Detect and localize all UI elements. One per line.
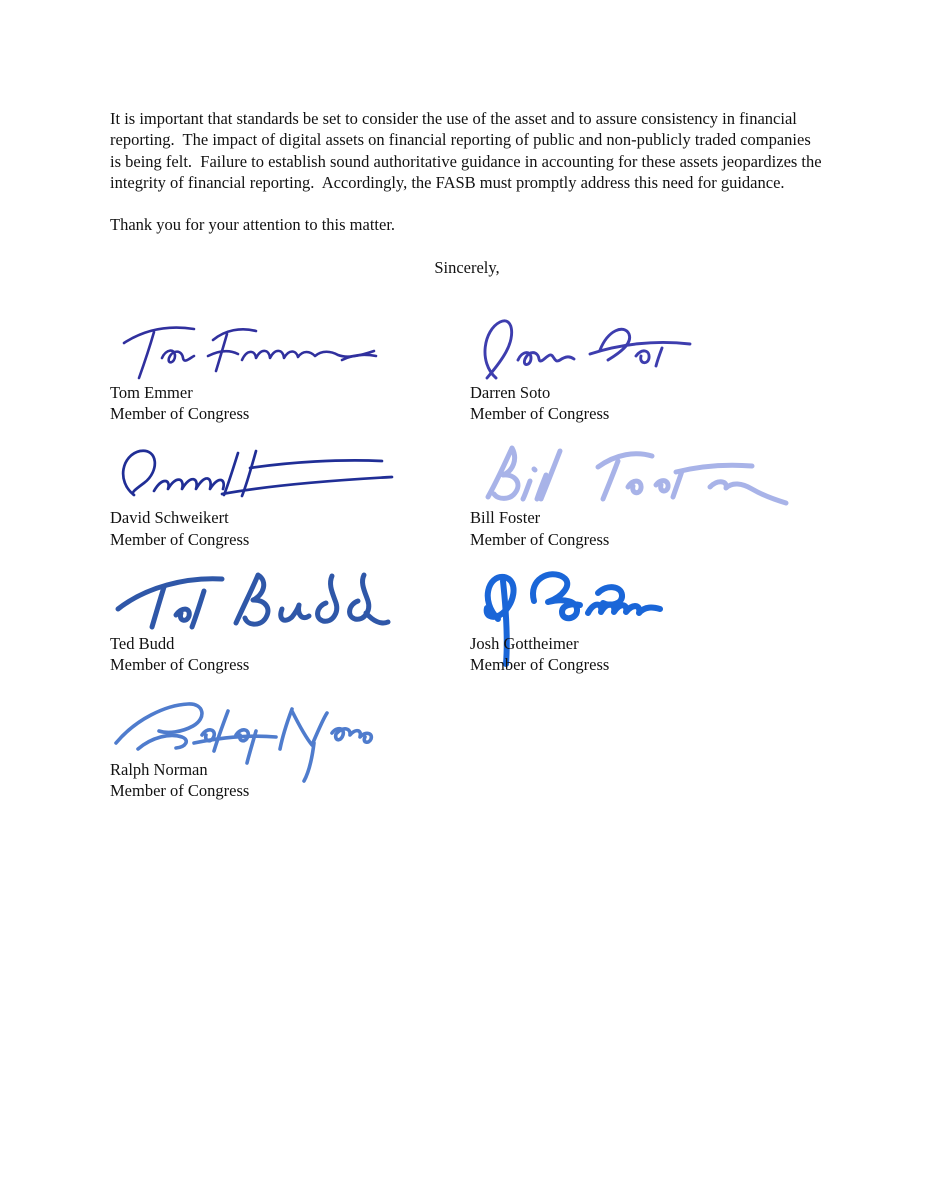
signature-block-darren-soto (470, 316, 822, 425)
ralph-norman-signature-icon (110, 693, 470, 759)
signer-name: Ted Budd (110, 633, 175, 653)
signature-block-josh-gottheimer (470, 567, 822, 676)
signer-title: Member of Congress (470, 655, 610, 675)
body-paragraph: It is important that standards be set to consider the use of the asset and to assure consistency in financial reporting. The impact of digital assets on financial reporting of public and non-publicly traded companies is being felt. Failure to establish sound authoritative guidance in accounting for these assets jeopardizes the integrity of financial reporting. Accordingly, the FASB must promptly address this need for guidance. (110, 109, 826, 192)
signer-name: Darren Soto (470, 382, 551, 402)
signature-block-david-schweikert (110, 441, 470, 550)
signer-title: Member of Congress (110, 404, 250, 424)
signer-title: Member of Congress (470, 529, 610, 549)
signature-block-tom-emmer (110, 316, 470, 425)
signer-name: Bill Foster (470, 508, 541, 528)
signer-title: Member of Congress (470, 404, 610, 424)
signer-title: Member of Congress (110, 655, 250, 675)
signer-title: Member of Congress (110, 529, 250, 549)
signer-name: Tom Emmer (110, 382, 193, 402)
signature-block-ralph-norman (110, 693, 470, 802)
tom-emmer-signature-icon (110, 316, 470, 382)
signature-block-bill-foster (470, 441, 822, 550)
josh-gottheimer-signature-icon (470, 567, 822, 633)
david-schweikert-signature-icon (110, 441, 470, 507)
signer-name: David Schweikert (110, 508, 229, 528)
signature-grid (110, 316, 822, 818)
salutation: Sincerely, (434, 258, 500, 278)
darren-soto-signature-icon (470, 316, 822, 382)
signer-name: Josh Gottheimer (470, 633, 579, 653)
ted-budd-signature-icon (110, 567, 470, 633)
bill-foster-signature-icon (470, 441, 822, 507)
signer-title: Member of Congress (110, 780, 250, 800)
closing-line: Thank you for your attention to this matter. (110, 215, 396, 235)
signature-block-ted-budd (110, 567, 470, 676)
signer-name: Ralph Norman (110, 759, 208, 779)
